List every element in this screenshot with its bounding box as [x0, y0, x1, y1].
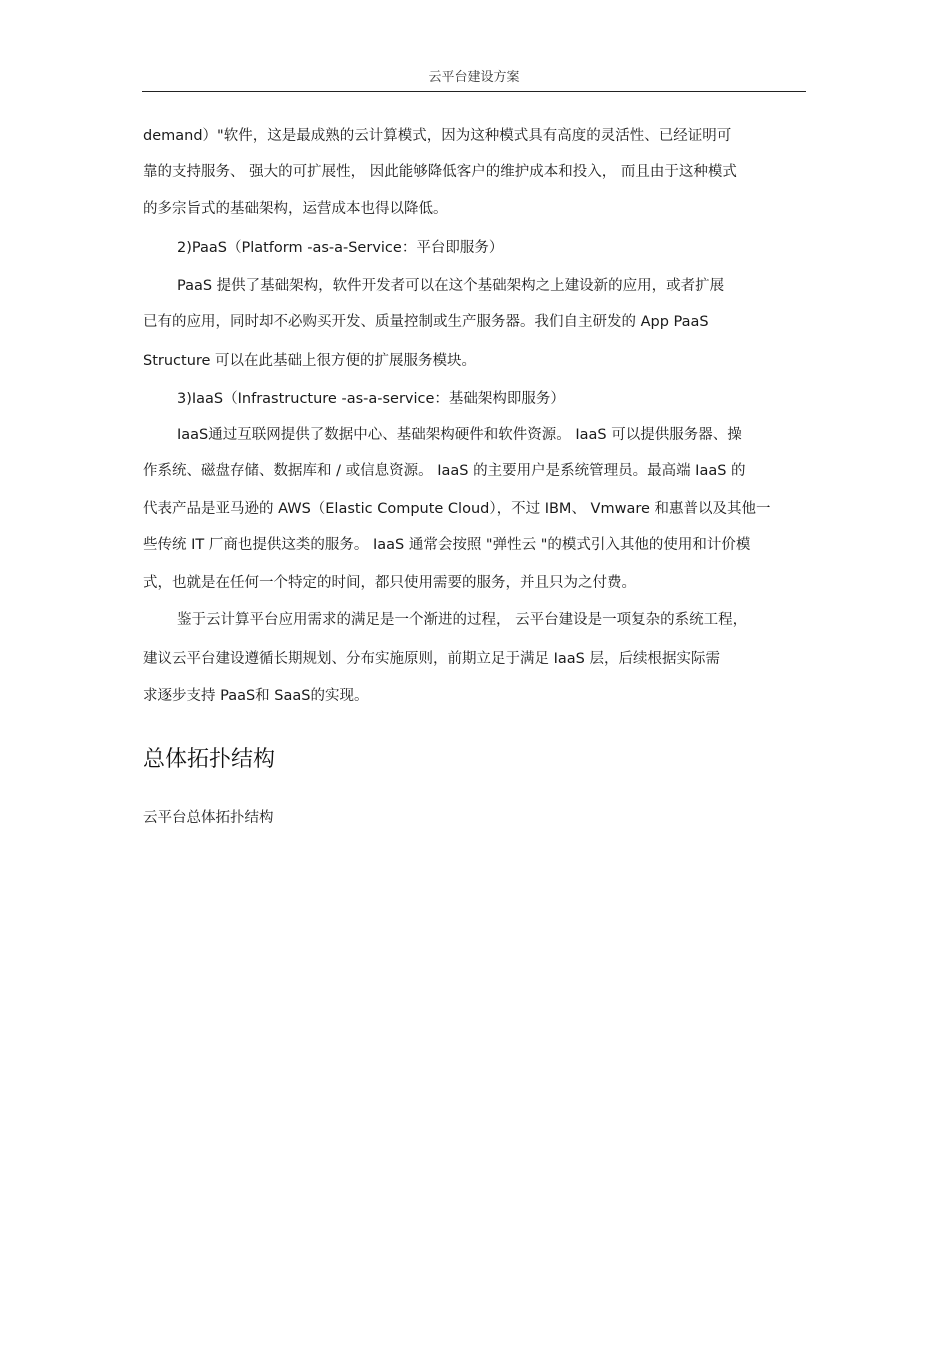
text-line: IaaS通过互联网提供了数据中心、基础架构硬件和软件资源。 IaaS 可以提供服务器、操 [177, 427, 742, 443]
paas-heading: 2)PaaS（Platform -as-a-Service：平台即服务） [177, 240, 504, 256]
text-line: Structure 可以在此基础上很方便的扩展服务模块。 [143, 353, 477, 369]
section-title: 总体拓扑结构 [143, 747, 276, 772]
section-subtitle: 云平台总体拓扑结构 [143, 810, 274, 826]
text-line: 建议云平台建设遵循长期规划、分布实施原则，前期立足于满足 IaaS 层，后续根据实际需 [143, 651, 720, 667]
text-line: 的多宗旨式的基础架构，运营成本也得以降低。 [143, 201, 448, 217]
iaas-heading: 3)IaaS（Infrastructure -as-a-service：基础架构即服务） [177, 391, 565, 407]
text-line: 些传统 IT 厂商也提供这类的服务。 IaaS 通常会按照 "弹性云 "的模式引入其他的使用和计价模 [143, 537, 751, 553]
text-line: PaaS 提供了基础架构，软件开发者可以在这个基础架构之上建设新的应用，或者扩展 [177, 278, 725, 294]
text-line: 求逐步支持 PaaS和 SaaS的实现。 [143, 688, 369, 704]
text-line: 作系统、磁盘存储、数据库和 / 或信息资源。 IaaS 的主要用户是系统管理员。最高端 IaaS 的 [143, 463, 746, 479]
text-line: 已有的应用，同时却不必购买开发、质量控制或生产服务器。我们自主研发的 App PaaS [143, 314, 709, 330]
text-line: 靠的支持服务、 强大的可扩展性， 因此能够降低客户的维护成本和投入， 而且由于这种模式 [143, 164, 737, 180]
page-header: 云平台建设方案 [428, 70, 520, 85]
text-line: 式，也就是在任何一个特定的时间，都只使用需要的服务，并且只为之付费。 [143, 575, 636, 591]
text-line: demand）"软件，这是最成熟的云计算模式，因为这种模式具有高度的灵活性、已经证明可 [143, 128, 732, 144]
header-rule [142, 91, 806, 92]
text-line: 代表产品是亚马逊的 AWS（Elastic Compute Cloud），不过 IBM、 Vmware 和惠普以及其他一 [143, 501, 771, 517]
text-line: 鉴于云计算平台应用需求的满足是一个渐进的过程， 云平台建设是一项复杂的系统工程， [177, 612, 748, 628]
